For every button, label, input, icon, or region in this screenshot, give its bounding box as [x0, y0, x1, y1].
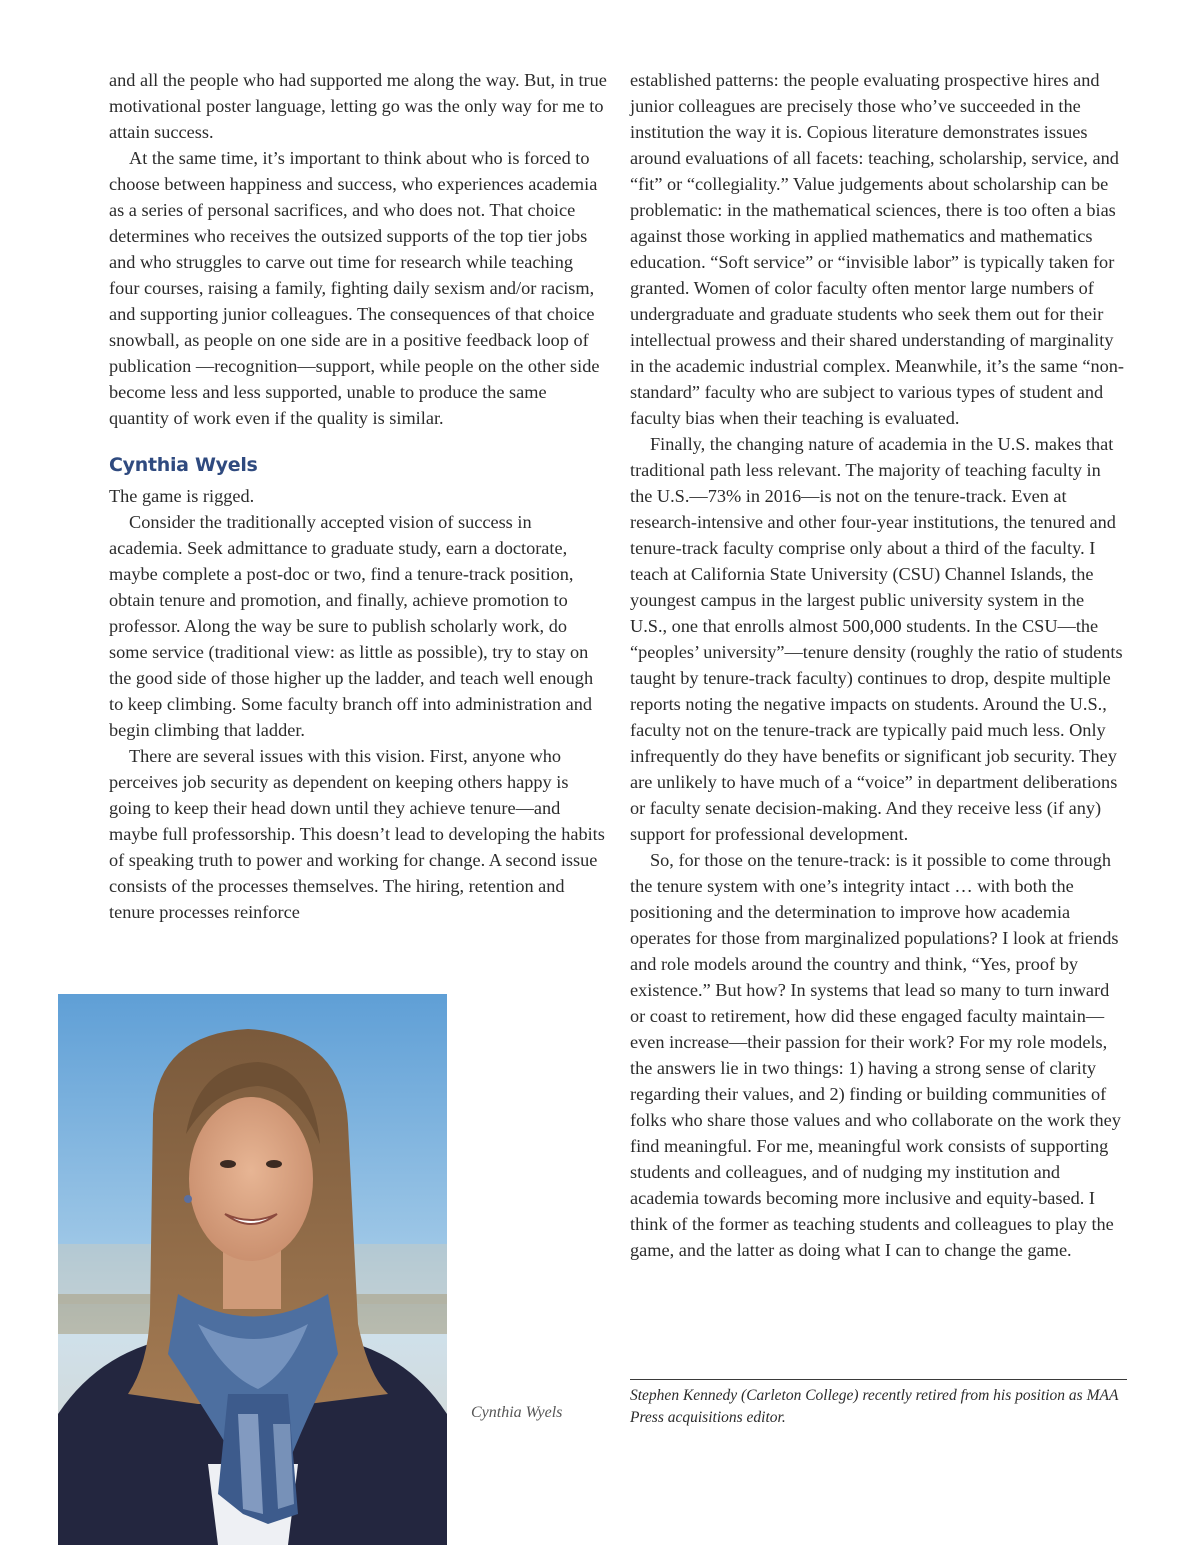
right-column	[630, 67, 1125, 1263]
left-paragraph-2: At the same time, it’s important to think about who is forced to choose between happiness and success, who experiences academia as a series of personal sacrifices, and who does not. That choice determines who receives the outsized supports of the top tier jobs and who struggles to carve out time for research while teaching four courses, raising a family, fighting daily sexism and/or racism, and supporting junior colleagues. The consequences of that choice snowball, as people on one side are in a positive feedback loop of publication —recognition—support, while people on the other side become less and less supported, unable to produce the same quantity of work even if the quality is similar.	[109, 148, 600, 428]
right-paragraph-1: established patterns: the people evaluating prospective hires and junior colleagues are precisely those who’ve succeeded in the institution the way it is. Copious literature demonstrates issues around evaluations of all facets: teaching, scholarship, service, and “fit” or “collegiality.” Value judgements about scholarship can be problematic: in the mathematical sciences, there is too often a bias against those working in applied mathematics and mathematics education. “Soft service” or “invisible labor” is typically taken for granted. Women of color faculty often mentor large numbers of undergraduate and graduate students who seek them out for their intellectual prowess and their shared understanding of marginality in the academic industrial complex. Meanwhile, it’s the same “non-standard” faculty who are subject to various types of student and faculty bias when their teaching is evaluated.	[630, 70, 1124, 428]
left-paragraph-3: The game is rigged.	[109, 486, 255, 506]
portrait-photo	[58, 994, 447, 1545]
left-paragraph-4: Consider the traditionally accepted vision of success in academia. Seek admittance to graduate study, earn a doctorate, maybe complete a post-doc or two, find a tenure-track position, obtain tenure and promotion, and finally, achieve promotion to professor. Along the way be sure to publish scholarly work, do some service (traditional view: as little as possible), try to stay on the good side of those higher up the ladder, and teach well enough to keep climbing. Some faculty branch off into administration and begin climbing that ladder.	[109, 512, 594, 740]
portrait-illustration	[58, 994, 447, 1545]
left-paragraph-1: and all the people who had supported me along the way. But, in true motivational poster language, letting go was the only way for me to attain success.	[109, 70, 607, 142]
right-paragraph-3: So, for those on the tenure-track: is it possible to come through the tenure system with one’s integrity intact … with both the positioning and the determination to improve how academia operates for those from marginalized populations? I look at friends and role models around the country and think, “Yes, proof by existence.” But how? In systems that lead so many to turn inward or coast to retirement, how did these engaged faculty maintain—even increase—their passion for their work? For my role models, the answers lie in two things: 1) having a strong sense of clarity regarding their values, and 2) finding or building communities of folks who share those values and who collaborate on the work they find meaningful. For me, meaningful work consists of supporting students and colleagues, and of nudging my institution and academia towards becoming more inclusive and equity-based. I think of the former as teaching students and colleagues to play the game, and the latter as doing what I can to change the game.	[630, 850, 1121, 1260]
author-footnote: Stephen Kennedy (Carleton College) recently retired from his position as MAA Press acquisitions editor.	[630, 1379, 1127, 1429]
section-heading: Cynthia Wyels	[109, 454, 258, 476]
photo-caption: Cynthia Wyels	[471, 1404, 563, 1421]
right-paragraph-2: Finally, the changing nature of academia in the U.S. makes that traditional path less relevant. The majority of teaching faculty in the U.S.—73% in 2016—is not on the tenure-track. Even at research-intensive and other four-year institutions, the tenured and tenure-track faculty comprise only about a third of the faculty. I teach at California State University (CSU) Channel Islands, the youngest campus in the largest public university system in the U.S., one that enrolls almost 500,000 students. In the CSU—the “peoples’ university”—tenure density (roughly the ratio of students taught by tenure-track faculty) continues to drop, despite multiple reports noting the negative impacts on students. Around the U.S., faculty not on the tenure-track are typically paid much less. Only infrequently do they have benefits or significant job security. They are unlikely to have much of a “voice” in department deliberations or faculty senate decision-making. And they receive less (if any) support for professional development.	[630, 434, 1123, 844]
left-paragraph-5: There are several issues with this vision. First, anyone who perceives job security as dependent on keeping others happy is going to keep their head down until they achieve tenure—and maybe full professorship. This doesn’t lead to developing the habits of speaking truth to power and working for change. A second issue consists of the processes themselves. The hiring, retention and tenure processes reinforce	[109, 746, 605, 922]
left-column	[109, 67, 607, 925]
